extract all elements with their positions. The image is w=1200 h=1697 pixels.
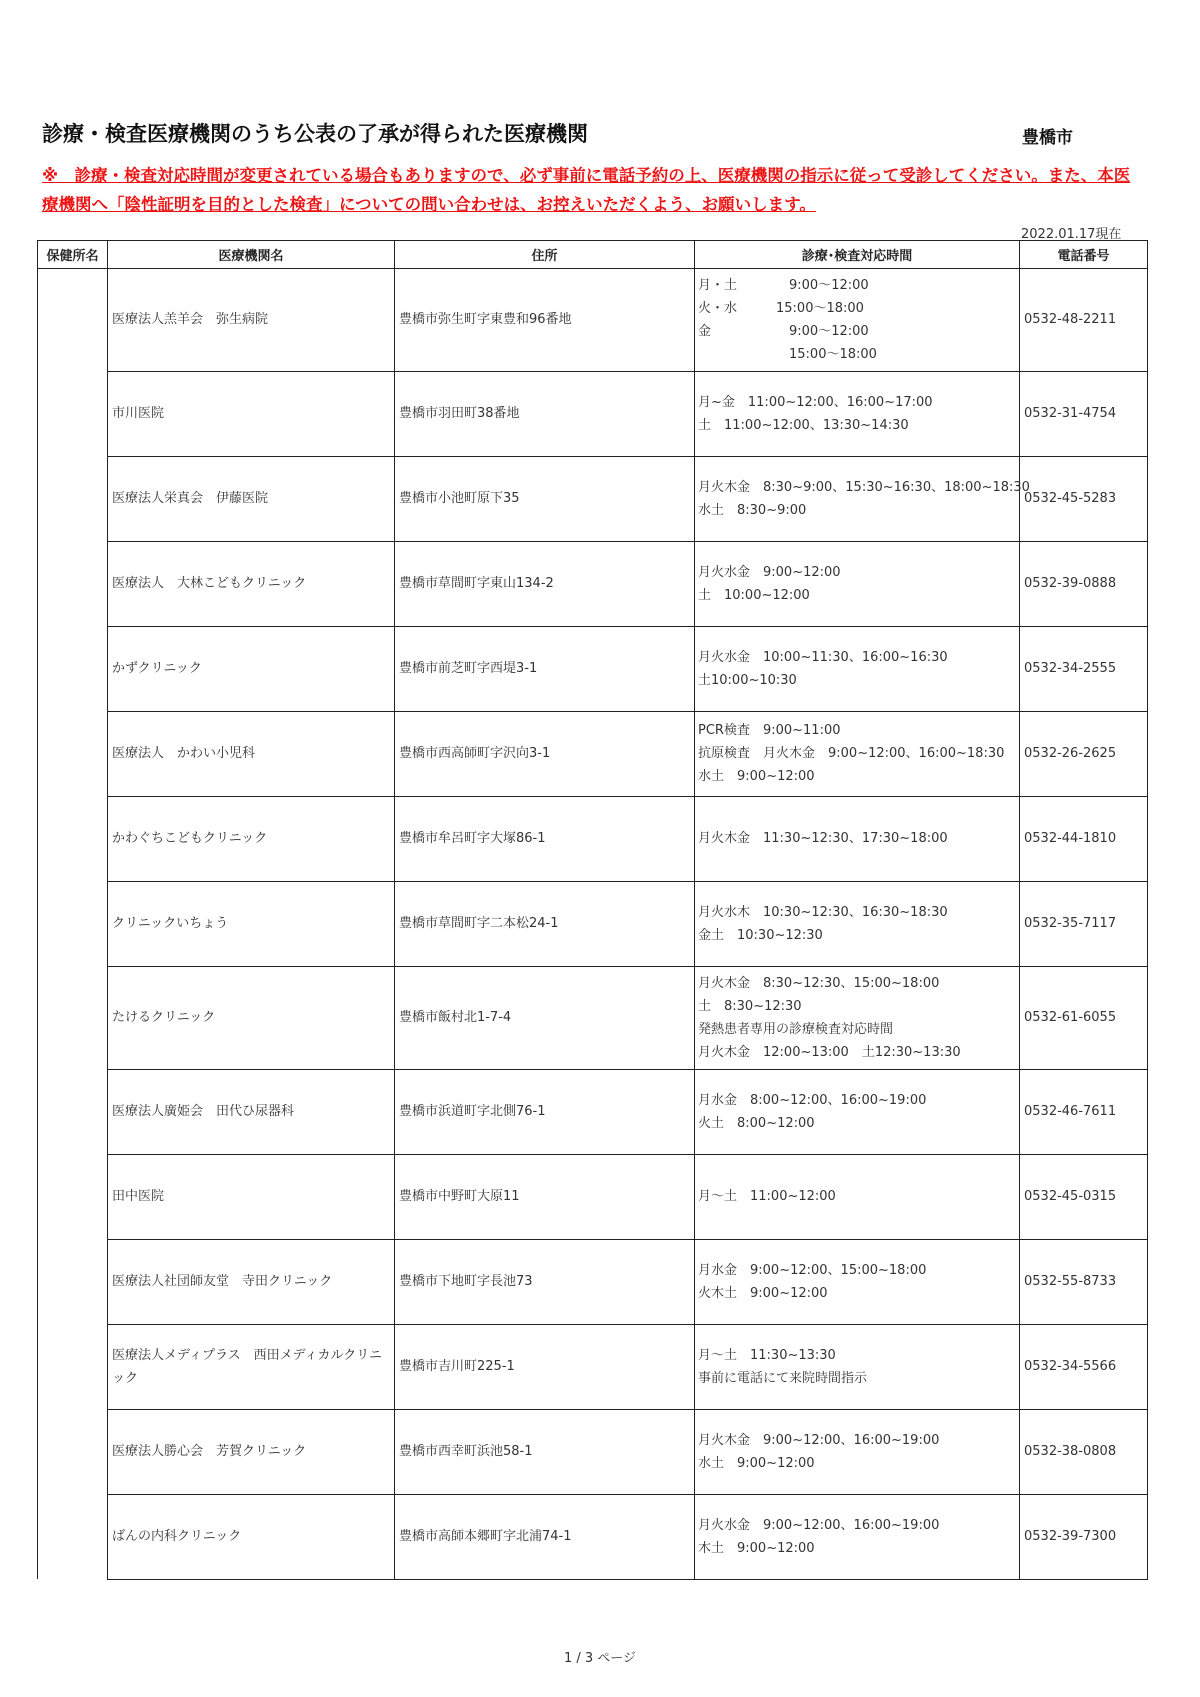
- address-cell: 豊橋市草間町字東山134-2: [395, 541, 695, 626]
- address-cell: 豊橋市羽田町38番地: [395, 371, 695, 456]
- address-cell: 豊橋市浜道町字北側76-1: [395, 1069, 695, 1154]
- hours-line: 月〜土 11:30~13:30: [698, 1347, 836, 1363]
- hours-cell: [695, 541, 1020, 626]
- phone-cell: 0532-26-2625: [1020, 711, 1148, 796]
- clinic-name-cell: クリニックいちょう: [108, 881, 395, 966]
- hours-line: 水土 9:00~12:00: [698, 1455, 815, 1471]
- hours-line: 抗原検査 月火木金 9:00~12:00、16:00~18:30: [698, 746, 1005, 761]
- clinic-name-cell: 医療法人社団師友堂 寺田クリニック: [108, 1239, 395, 1324]
- hours-cell: [695, 1154, 1020, 1239]
- clinic-name-cell: たけるクリニック: [108, 966, 395, 1069]
- health-center-cell: [38, 1239, 108, 1324]
- hours-line: 土 11:00~12:00、13:30~14:30: [698, 417, 909, 433]
- hours-cell: [695, 1239, 1020, 1324]
- hours-line: 月火木金 12:00~13:00 土12:30~13:30: [698, 1044, 961, 1060]
- phone-cell: 0532-39-0888: [1020, 541, 1148, 626]
- hours-line: 月火水金 10:00~11:30、16:00~16:30: [698, 649, 948, 665]
- as-of-date: 2022.01.17現在: [1021, 227, 1122, 242]
- page-number: 1 / 3 ページ: [563, 1651, 637, 1666]
- hours-cell: [695, 881, 1020, 966]
- phone-cell: 0532-39-7300: [1020, 1494, 1148, 1579]
- address-cell: 豊橋市高師本郷町字北浦74-1: [395, 1494, 695, 1579]
- hours-line: 木土 9:00~12:00: [698, 1540, 815, 1556]
- clinic-table: [37, 240, 1148, 1580]
- hours-line: PCR検査 9:00~11:00: [698, 723, 841, 738]
- phone-cell: 0532-38-0808: [1020, 1409, 1148, 1494]
- table-row: [38, 966, 1148, 1069]
- hours-line: 火・水 15:00〜18:00: [698, 300, 864, 316]
- table-row: [38, 1409, 1148, 1494]
- hours-line: 水土 8:30~9:00: [698, 502, 807, 518]
- health-center-cell: [38, 796, 108, 881]
- hours-line: 月火木金 11:30~12:30、17:30~18:00: [698, 831, 948, 846]
- phone-cell: 0532-48-2211: [1020, 269, 1148, 372]
- address-cell: 豊橋市前芝町字西堤3-1: [395, 626, 695, 711]
- phone-cell: 0532-45-5283: [1020, 456, 1148, 541]
- hours-line: 月水金 8:00~12:00、16:00~19:00: [698, 1092, 927, 1108]
- clinic-name-cell: 医療法人勝心会 芳賀クリニック: [108, 1409, 395, 1494]
- address-cell: 豊橋市吉川町225-1: [395, 1324, 695, 1409]
- column-header: 保健所名: [38, 241, 108, 269]
- table-row: [38, 1324, 1148, 1409]
- column-header: 医療機関名: [108, 241, 395, 269]
- health-center-cell: [38, 269, 108, 372]
- table-row: [38, 371, 1148, 456]
- table-row: [38, 541, 1148, 626]
- phone-cell: 0532-61-6055: [1020, 966, 1148, 1069]
- hours-line: 月~金 11:00~12:00、16:00~17:00: [698, 394, 933, 410]
- hours-line: 月水金 9:00~12:00、15:00~18:00: [698, 1262, 927, 1278]
- clinic-name-cell: 市川医院: [108, 371, 395, 456]
- column-header: 診療･検査対応時間: [695, 241, 1020, 269]
- phone-cell: 0532-34-5566: [1020, 1324, 1148, 1409]
- hours-line: 月火木金 9:00~12:00、16:00~19:00: [698, 1432, 940, 1448]
- table-body: [38, 269, 1148, 1580]
- phone-cell: 0532-45-0315: [1020, 1154, 1148, 1239]
- table-row: [38, 1494, 1148, 1579]
- clinic-name-cell: 医療法人メディプラス 西田メディカルクリニック: [108, 1324, 395, 1409]
- hours-line: 事前に電話にて来院時間指示: [698, 1370, 868, 1386]
- hours-line: 火木土 9:00~12:00: [698, 1285, 828, 1301]
- table-row: [38, 456, 1148, 541]
- hours-line: 土 8:30~12:30: [698, 998, 802, 1014]
- clinic-name-cell: 医療法人 大林こどもクリニック: [108, 541, 395, 626]
- hours-cell: [695, 371, 1020, 456]
- hours-cell: [695, 626, 1020, 711]
- health-center-cell: [38, 881, 108, 966]
- address-cell: 豊橋市弥生町字東豊和96番地: [395, 269, 695, 372]
- hours-line: 月火水金 9:00~12:00: [698, 564, 841, 580]
- hours-cell: [695, 711, 1020, 796]
- hours-line: 金 9:00〜12:00: [698, 323, 869, 339]
- hours-line: 水土 9:00~12:00: [698, 769, 815, 784]
- address-cell: 豊橋市中野町大原11: [395, 1154, 695, 1239]
- table-row: [38, 269, 1148, 372]
- table-header-row: [38, 241, 1148, 269]
- phone-cell: 0532-44-1810: [1020, 796, 1148, 881]
- column-header: 電話番号: [1020, 241, 1148, 269]
- hours-cell: [695, 1409, 1020, 1494]
- table-row: [38, 1239, 1148, 1324]
- health-center-cell: [38, 1154, 108, 1239]
- address-cell: 豊橋市飯村北1-7-4: [395, 966, 695, 1069]
- table-row: [38, 711, 1148, 796]
- hours-cell: [695, 966, 1020, 1069]
- address-cell: 豊橋市西幸町浜池58-1: [395, 1409, 695, 1494]
- phone-cell: 0532-46-7611: [1020, 1069, 1148, 1154]
- address-cell: 豊橋市小池町原下35: [395, 456, 695, 541]
- clinic-name-cell: ばんの内科クリニック: [108, 1494, 395, 1579]
- health-center-cell: [38, 541, 108, 626]
- hours-cell: [695, 456, 1030, 541]
- phone-cell: 0532-31-4754: [1020, 371, 1148, 456]
- hours-line: 土10:00~10:30: [698, 672, 797, 688]
- health-center-cell: [38, 1494, 108, 1579]
- hours-line: 月火水金 9:00~12:00、16:00~19:00: [698, 1517, 940, 1533]
- health-center-cell: [38, 1324, 108, 1409]
- phone-cell: 0532-35-7117: [1020, 881, 1148, 966]
- page-title: 診療・検査医療機関のうち公表の了承が得られた医療機関: [42, 122, 588, 146]
- address-cell: 豊橋市牟呂町字大塚86-1: [395, 796, 695, 881]
- clinic-name-cell: 田中医院: [108, 1154, 395, 1239]
- hours-line: 月〜土 11:00~12:00: [698, 1189, 836, 1204]
- health-center-cell: [38, 626, 108, 711]
- hours-cell: [695, 1069, 1020, 1154]
- table-row: [38, 796, 1148, 881]
- hours-line: 月火木金 8:30~9:00、15:30~16:30、18:00~18:30: [698, 479, 1030, 495]
- hours-line: 土 10:00~12:00: [698, 587, 810, 603]
- notice-text: ※ 診療・検査対応時間が変更されている場合もありますので、必ず事前に電話予約の上、医療機関の指示に従って受診してください。また、本医療機関へ「陰性証明を目的とした検査」についての問い合わせは、お控えいただくよう、お願いします。: [42, 166, 1131, 214]
- hours-cell: [695, 1324, 1020, 1409]
- hours-line: 火土 8:00~12:00: [698, 1115, 815, 1131]
- hours-line: 月火木金 8:30~12:30、15:00~18:00: [698, 975, 940, 991]
- city-label: 豊橋市: [1022, 128, 1073, 148]
- health-center-cell: [38, 456, 108, 541]
- health-center-cell: [38, 711, 108, 796]
- table-row: [38, 881, 1148, 966]
- clinic-name-cell: 医療法人 かわい小児科: [108, 711, 395, 796]
- hours-cell: [695, 269, 1020, 372]
- health-center-cell: [38, 966, 108, 1069]
- hours-cell: [695, 796, 1020, 881]
- health-center-cell: [38, 371, 108, 456]
- hours-line: 月・土 9:00〜12:00: [698, 277, 869, 293]
- phone-cell: 0532-34-2555: [1020, 626, 1148, 711]
- clinic-name-cell: 医療法人羔羊会 弥生病院: [108, 269, 395, 372]
- clinic-name-cell: かわぐちこどもクリニック: [108, 796, 395, 881]
- hours-cell: [695, 1494, 1020, 1579]
- hours-line: 金土 10:30~12:30: [698, 927, 823, 943]
- clinic-name-cell: かずクリニック: [108, 626, 395, 711]
- hours-line: 月火水木 10:30~12:30、16:30~18:30: [698, 904, 948, 920]
- table-row: [38, 1069, 1148, 1154]
- address-cell: 豊橋市下地町字長池73: [395, 1239, 695, 1324]
- health-center-cell: [38, 1069, 108, 1154]
- hours-line: 発熱患者専用の診療検査対応時間: [698, 1021, 894, 1037]
- table-row: [38, 1154, 1148, 1239]
- phone-cell: 0532-55-8733: [1020, 1239, 1148, 1324]
- health-center-cell: [38, 1409, 108, 1494]
- clinic-name-cell: 医療法人栄真会 伊藤医院: [108, 456, 395, 541]
- address-cell: 豊橋市草間町字二本松24-1: [395, 881, 695, 966]
- table-row: [38, 626, 1148, 711]
- address-cell: 豊橋市西高師町字沢向3-1: [395, 711, 695, 796]
- column-header: 住所: [395, 241, 695, 269]
- hours-line: 15:00〜18:00: [698, 346, 877, 362]
- clinic-name-cell: 医療法人廣姫会 田代ひ尿器科: [108, 1069, 395, 1154]
